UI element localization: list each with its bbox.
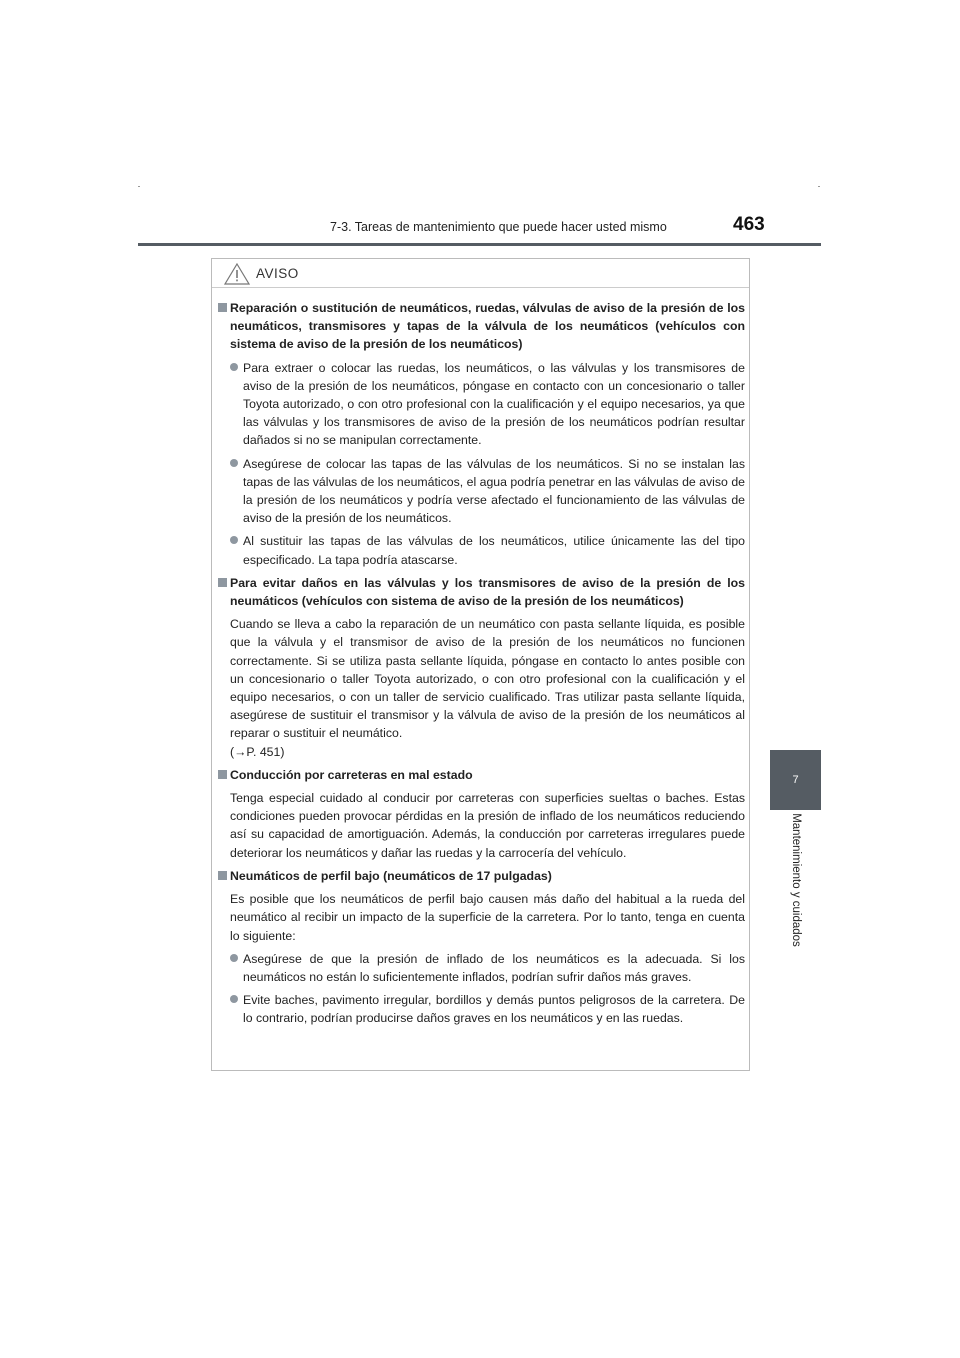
section-square-icon bbox=[218, 871, 227, 880]
page-reference: (→P. 451) bbox=[230, 744, 285, 759]
section-title: Reparación o sustitución de neumáticos, ruedas, válvulas de aviso de la presión de los neumáticos, transmisores y tapas de la válvula de los neumáticos (vehículos con sistema de aviso de la presión de los neumáticos) bbox=[230, 301, 745, 352]
section-square-icon bbox=[218, 303, 227, 312]
section-square-icon bbox=[218, 770, 227, 779]
bullet-dot-icon bbox=[230, 954, 238, 962]
bullet-item bbox=[230, 359, 745, 450]
bullet-dot-icon bbox=[230, 459, 238, 467]
chapter-label: Mantenimiento y cuidados bbox=[790, 813, 802, 947]
bullet-text: Asegúrese de que la presión de inflado de los neumáticos es la adecuada. Si los neumáticos no están lo suficientemente inflados, podrían sufrir daños más graves. bbox=[243, 951, 745, 984]
bullet-text: Evite baches, pavimento irregular, bordillos y demás puntos peligrosos de la carretera. De lo contrario, podrían producirse daños graves en los neumáticos y en las ruedas. bbox=[243, 993, 745, 1026]
section-title: Conducción por carreteras en mal estado bbox=[230, 767, 473, 782]
section-body: Cuando se lleva a cabo la reparación de un neumático con pasta sellante líquida, es posible que la válvula y el transmisor de aviso de la presión de los neumáticos no funcionen correctamente. Si se utiliza pasta sellante líquida, póngase en contacto lo antes posible con un concesionario o taller Toyota autorizado, o con otro profesional con la cualificación y el equipo necesarios, o con un taller de servicio cualificado. Tras utilizar pasta sellante líquida, asegúrese de sustituir el transmisor y la válvula de aviso de la presión de los neumáticos al reparar o sustituir el neumático. bbox=[230, 617, 745, 741]
warning-section bbox=[218, 299, 745, 569]
bullet-item bbox=[230, 950, 745, 986]
section-body: Tenga especial cuidado al conducir por carreteras con superficies sueltas o baches. Estas condiciones pueden provocar pérdidas en la presión de inflado de los neumáticos reduciendo así su capacidad de amortiguación. Además, la conducción por carreteras irregulares puede deteriorar los neumáticos y dañar las ruedas y la carrocería del vehículo. bbox=[230, 791, 745, 860]
bullet-text: Asegúrese de colocar las tapas de las válvulas de los neumáticos. Si no se instalan las tapas de las válvulas de los neumáticos, el agua podría penetrar en las válvulas de aviso de la presión de los neumáticos y podría verse afectado el funcionamiento de las válvulas de aviso de la presión de los neumáticos. bbox=[243, 456, 745, 526]
bullet-item bbox=[230, 455, 745, 528]
section-header-title: 7-3. Tareas de mantenimiento que puede hacer usted mismo bbox=[330, 220, 667, 234]
chapter-tab: 7 bbox=[770, 750, 821, 810]
bullet-item bbox=[230, 532, 745, 568]
warning-section bbox=[218, 867, 745, 1028]
bullet-item bbox=[230, 991, 745, 1027]
warning-title: AVISO bbox=[256, 266, 299, 281]
bullet-text: Para extraer o colocar las ruedas, los neumáticos, o las válvulas y los transmisores de aviso de la presión de los neumáticos, póngase en contacto con un concesionario o taller Toyota autorizado, o con otro profesional con la cualificación y el equipo necesarios, ya que las válvulas y los transmisores de aviso de la presión de los neumáticos podrían resultar dañados si no se manipulan correctamente. bbox=[243, 360, 745, 448]
bullet-text: Al sustituir las tapas de las válvulas de los neumáticos, utilice únicamente las del tipo especificado. La tapa podría atascarse. bbox=[243, 534, 745, 567]
warning-header bbox=[212, 259, 749, 288]
warning-triangle-icon bbox=[224, 263, 250, 285]
section-title: Para evitar daños en las válvulas y los transmisores de aviso de la presión de los neumáticos (vehículos con sistema de aviso de la presión de los neumáticos) bbox=[230, 575, 745, 609]
crop-mark bbox=[818, 186, 820, 187]
section-square-icon bbox=[218, 578, 227, 587]
warning-section bbox=[218, 574, 745, 761]
section-body: Es posible que los neumáticos de perfil bajo causen más daño del habitual a la rueda del neumático al recibir un impacto de la superficie de la carretera. Por lo tanto, tenga en cuenta lo siguiente: bbox=[230, 892, 745, 943]
bullet-dot-icon bbox=[230, 995, 238, 1003]
header-rule bbox=[138, 243, 821, 246]
section-title: Neumáticos de perfil bajo (neumáticos de 17 pulgadas) bbox=[230, 868, 552, 883]
bullet-dot-icon bbox=[230, 363, 238, 371]
page-number: 463 bbox=[733, 214, 765, 235]
bullet-dot-icon bbox=[230, 536, 238, 544]
warning-box bbox=[211, 258, 750, 1071]
warning-content bbox=[218, 299, 745, 1033]
warning-section bbox=[218, 766, 745, 862]
crop-mark bbox=[138, 186, 140, 187]
